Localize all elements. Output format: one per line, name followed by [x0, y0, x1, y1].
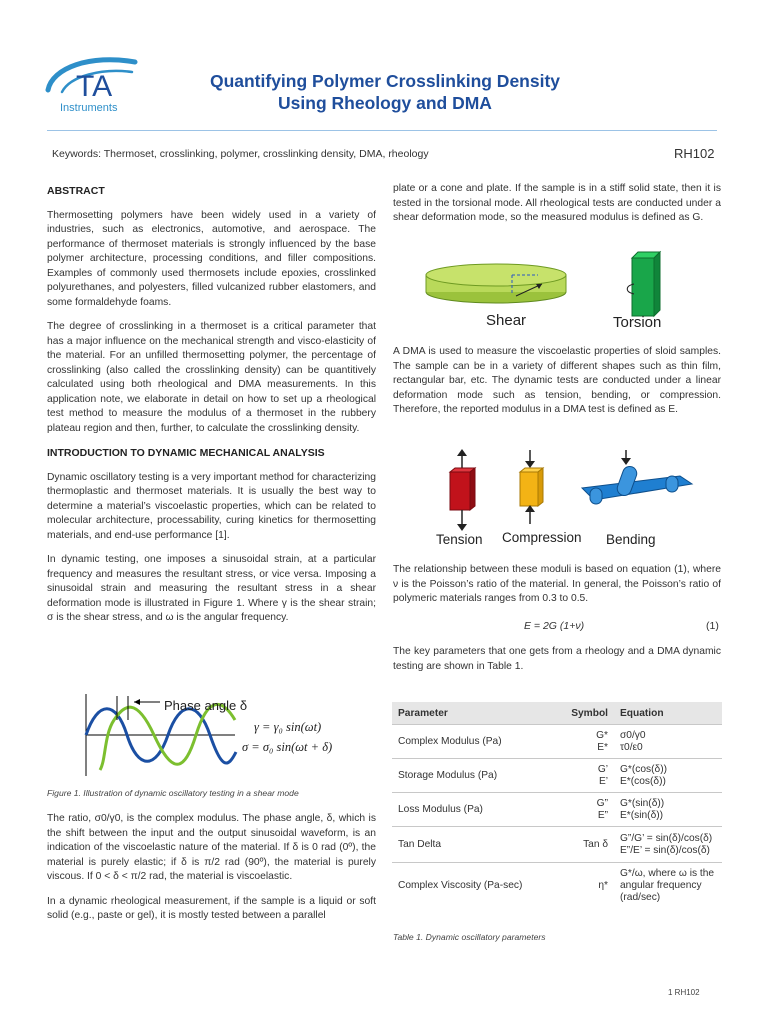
- ta-logo: [40, 50, 150, 120]
- doc-id: RH102: [674, 146, 715, 161]
- right-text-1: plate or a cone and plate. If the sample is in a stiff solid state, then it is tested in the torsional mode. All rheological tests are conducted under a shear deformation mode, so the measured modulus is defined as G.: [393, 183, 721, 223]
- abstract-paragraph-1: Thermosetting polymers have been widely used in a variety of industries, such as electronics, automotive, and aerospace. The performance of thermoset materials is strongly influenced by the base polymer architecture, processing conditions, and filler compositions. Examples of commonly used thermosets include epoxies, crosslinked polyurethanes, and polyesters, filled vulcanized rubber elastomers, and some formaldehyde foams.: [47, 209, 376, 308]
- figure-1-caption: Figure 1. Illustration of dynamic oscillatory testing in a shear mode: [47, 788, 299, 798]
- table-1-caption: Table 1. Dynamic oscillatory parameters: [393, 932, 546, 942]
- param-cell: Complex Viscosity (Pa-sec): [392, 863, 554, 909]
- table-row: [392, 725, 722, 759]
- abstract-heading: ABSTRACT: [47, 185, 105, 197]
- header-symbol: Symbol: [554, 702, 614, 725]
- header-divider: [47, 130, 717, 131]
- symbol-cell: G* E*: [554, 725, 614, 759]
- table-header-row: [392, 702, 722, 725]
- equation-cell: G*/ω, where ω is the angular frequency (rad/sec): [614, 863, 722, 909]
- right-paragraph-4: [393, 645, 721, 684]
- param-cell: Storage Modulus (Pa): [392, 759, 554, 793]
- header-equation: Equation: [614, 702, 722, 725]
- shear-label: Shear: [486, 312, 527, 329]
- right-text-3: The relationship between these moduli is based on equation (1), where ν is the Poisson’s ratio of the material. In general, the Poisson’s ratio of polymeric materials ranges from 0.3 to 0.5.: [393, 564, 721, 604]
- dma-modes-figure: [420, 448, 700, 554]
- equation-cell: G”/G’ = sin(δ)/cos(δ) E”/E’ = sin(δ)/cos(δ): [614, 827, 722, 863]
- parameters-table-wrap: [392, 702, 722, 909]
- tension-label: Tension: [436, 532, 483, 547]
- equation-cell: G*(sin(δ)) E*(sin(δ)): [614, 793, 722, 827]
- equation-cell: G*(cos(δ)) E*(cos(δ)): [614, 759, 722, 793]
- param-cell: Complex Modulus (Pa): [392, 725, 554, 759]
- strain-equation: γ = γ₀ sin(ωt): [254, 720, 322, 734]
- param-cell: Loss Modulus (Pa): [392, 793, 554, 827]
- dma-modes-diagram: [420, 448, 700, 534]
- right-paragraph-3: [393, 563, 721, 617]
- intro-paragraph-1: Dynamic oscillatory testing is a very important method for characterizing thermoplastic and thermoset materials. It is usually the best way to determine a material’s viscoelastic properties, which can be related to molecular architecture, processability, curing kinetics for thermosetting materials, and end-use performance [1].: [47, 471, 376, 541]
- right-paragraph-1: [393, 182, 721, 236]
- table-row: [392, 863, 722, 909]
- table-row: [392, 759, 722, 793]
- table-row: [392, 827, 722, 863]
- right-paragraph-2: [393, 345, 721, 428]
- equation-1: E = 2G (1+ν): [524, 620, 585, 632]
- abstract-paragraph-2: The degree of crosslinking in a thermoset is a critical parameter that has a major influence on the mechanical strength and visco-elasticity of the material. For an unfilled thermosetting polymer, the percentage of crosslinking (also called the crosslinking density) can be quantitively calculated using both rheological and DMA measurements. In this application note, we elaborate in detail on how to set up a rheological test method to measure the modulus of a thermoset in the rubbery plateau region and then, further, to calculate the crosslinking density.: [47, 321, 376, 434]
- intro-heading: INTRODUCTION TO DYNAMIC MECHANICAL ANALYSIS: [47, 447, 325, 459]
- logo-subtext: Instruments: [60, 102, 118, 114]
- symbol-cell: G” E”: [554, 793, 614, 827]
- keywords: Keywords: Thermoset, crosslinking, polymer, crosslinking density, DMA, rheology: [52, 148, 429, 160]
- page-title: Quantifying Polymer Crosslinking Density Using Rheology and DMA: [209, 71, 561, 113]
- symbol-cell: η*: [554, 863, 614, 909]
- page-footer: 1 RH102: [668, 988, 700, 997]
- logo-text: TA: [76, 70, 113, 103]
- shear-torsion-figure: [420, 250, 700, 340]
- equation-number: (1): [706, 620, 719, 632]
- parameters-table: [392, 702, 722, 909]
- figure-1: [60, 690, 360, 780]
- left-column-lower: [47, 812, 376, 934]
- bending-label: Bending: [606, 532, 656, 547]
- ratio-paragraph: The ratio, σ0/γ0, is the complex modulus. The phase angle, δ, which is the shift between the input and the output sinusoidal waveform, is an indication of the viscoelastic nature of the material. If δ is 0 rad (0º), the material is purely elastic; if δ is π/2 rad (90º), the material is purely viscous. If 0 < δ < π/2 rad, the material is viscoelastic.: [47, 813, 376, 882]
- intro-paragraph-2: In dynamic testing, one imposes a sinusoidal strain, at a particular frequency and measures the resultant stress, or vice versa. Imposing a sinusoidal strain and measuring the resultant stress in a shear deformation mode is illustrated in Figure 1. Where γ is the shear strain; σ is the shear stress, and ω is the angular frequency.: [47, 554, 376, 623]
- left-column: [47, 184, 376, 636]
- right-text-4: The key parameters that one gets from a rheology and a DMA dynamic testing are shown in Table 1.: [393, 646, 721, 672]
- torsion-label: Torsion: [613, 314, 662, 331]
- right-text-2: A DMA is used to measure the viscoelastic properties of sloid samples. The sample can be in a variety of different shapes such as thin film, rectangular bar, etc. The dynamic tests are conducted under a linear deformation mode such as tension, bending, or compression. Therefore, the reported modulus in a DMA test is defined as E.: [393, 346, 721, 415]
- compression-label: Compression: [502, 530, 582, 545]
- table-row: [392, 793, 722, 827]
- last-paragraph: In a dynamic rheological measurement, if the sample is a liquid or soft solid (e.g., paste or gel), it is mostly tested between a parallel: [47, 895, 376, 921]
- symbol-cell: G’ E’: [554, 759, 614, 793]
- equation-cell: σ0/γ0 τ0/ε0: [614, 725, 722, 759]
- stress-equation: σ = σ₀ sin(ωt + δ): [242, 740, 333, 754]
- header-parameter: Parameter: [392, 702, 554, 725]
- phase-angle-label: Phase angle δ: [164, 698, 248, 713]
- param-cell: Tan Delta: [392, 827, 554, 863]
- symbol-cell: Tan δ: [554, 827, 614, 863]
